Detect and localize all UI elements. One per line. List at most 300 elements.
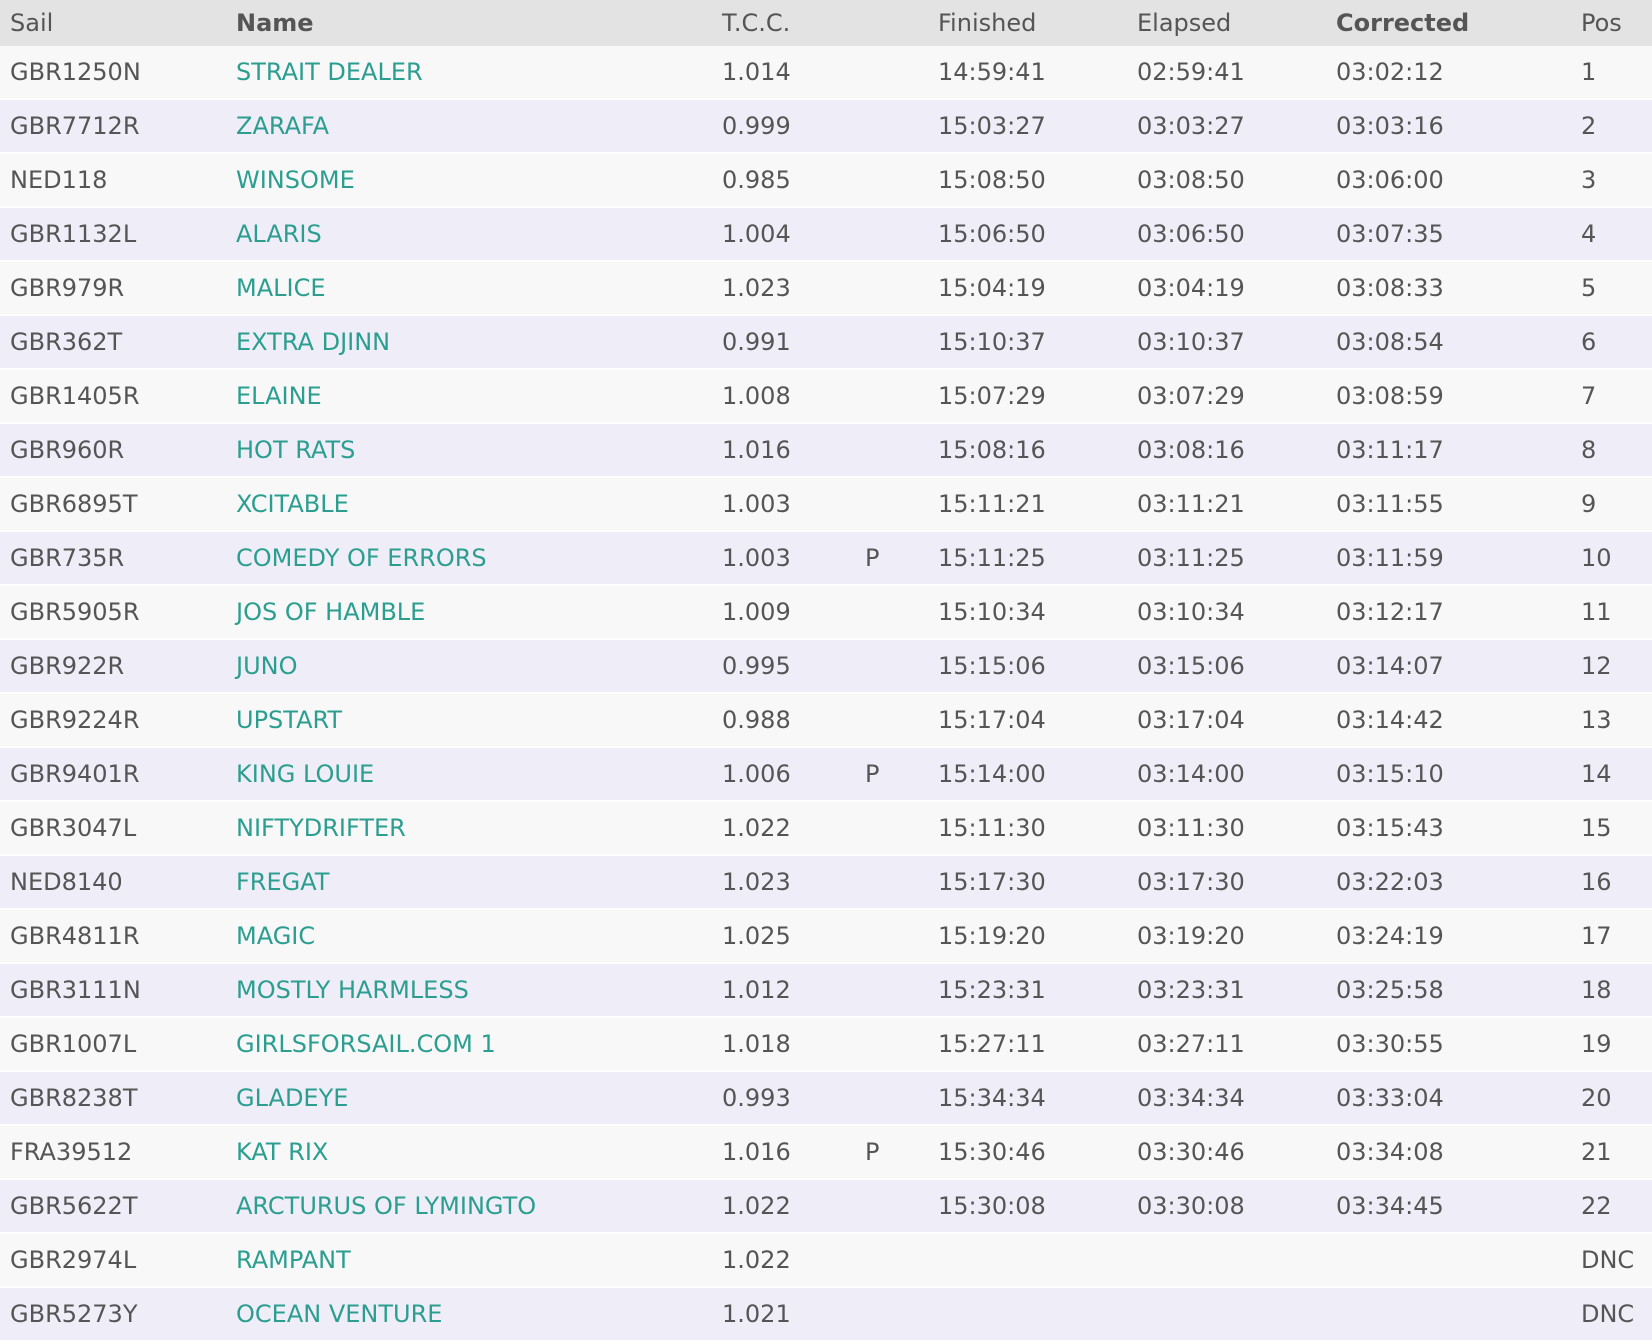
finish-time-cell — [928, 801, 1127, 855]
corrected-time: 03:15:43 — [1336, 814, 1444, 842]
corrected-time: 03:14:07 — [1336, 652, 1444, 680]
tcc-rating: 1.023 — [722, 868, 791, 896]
elapsed-time: 03:11:25 — [1137, 544, 1245, 572]
tcc-rating: 1.006 — [722, 760, 791, 788]
tcc-rating: 1.022 — [722, 1192, 791, 1220]
tcc-rating-cell — [712, 99, 855, 153]
tcc-rating: 1.003 — [722, 544, 791, 572]
sail-number: GBR5905R — [10, 598, 140, 626]
position-cell — [1571, 1179, 1652, 1233]
position: 18 — [1581, 976, 1612, 1004]
sail-number: GBR979R — [10, 274, 125, 302]
boat-name-link[interactable]: KING LOUIE — [236, 760, 375, 788]
elapsed-time: 03:08:50 — [1137, 166, 1245, 194]
boat-name-link[interactable]: FREGAT — [236, 868, 330, 896]
tcc-rating-cell — [712, 315, 855, 369]
boat-name-link-cell — [226, 1179, 712, 1233]
corrected-time: 03:07:35 — [1336, 220, 1444, 248]
corrected-time: 03:34:08 — [1336, 1138, 1444, 1166]
finish-time-cell — [928, 585, 1127, 639]
tcc-rating: 0.985 — [722, 166, 791, 194]
boat-name-link[interactable]: UPSTART — [236, 706, 343, 734]
penalty-flag-cell — [855, 153, 928, 207]
position-cell — [1571, 1071, 1652, 1125]
tcc-rating: 0.999 — [722, 112, 791, 140]
column-header-pos[interactable]: Pos — [1581, 9, 1622, 37]
corrected-time-cell — [1326, 423, 1571, 477]
elapsed-time: 03:03:27 — [1137, 112, 1245, 140]
boat-name-link-cell — [226, 207, 712, 261]
penalty-flag-cell — [855, 855, 928, 909]
position: 21 — [1581, 1138, 1612, 1166]
table-row — [0, 261, 1652, 315]
sail-number-cell — [0, 909, 226, 963]
sail-number-cell — [0, 747, 226, 801]
boat-name-link-cell — [226, 1071, 712, 1125]
corrected-time-cell — [1326, 801, 1571, 855]
position-cell — [1571, 1125, 1652, 1179]
elapsed-time-cell — [1127, 207, 1326, 261]
sail-number: GBR1405R — [10, 382, 140, 410]
position-cell — [1571, 639, 1652, 693]
corrected-time: 03:14:42 — [1336, 706, 1444, 734]
table-row — [0, 153, 1652, 207]
penalty-flag-cell — [855, 477, 928, 531]
sail-number-cell — [0, 693, 226, 747]
table-row — [0, 585, 1652, 639]
column-header-tcc[interactable]: T.C.C. — [722, 9, 791, 37]
elapsed-time-cell — [1127, 1071, 1326, 1125]
elapsed-time-cell — [1127, 747, 1326, 801]
tcc-rating-cell — [712, 801, 855, 855]
tcc-rating-cell — [712, 423, 855, 477]
tcc-rating-cell — [712, 153, 855, 207]
corrected-time-cell — [1326, 315, 1571, 369]
corrected-time-cell — [1326, 369, 1571, 423]
position-cell — [1571, 99, 1652, 153]
position-cell — [1571, 1233, 1652, 1287]
finish-time-cell — [928, 909, 1127, 963]
table-row — [0, 1233, 1652, 1287]
penalty-flag: P — [865, 1138, 880, 1166]
position: 22 — [1581, 1192, 1612, 1220]
position-cell — [1571, 477, 1652, 531]
tcc-rating: 0.988 — [722, 706, 791, 734]
sail-number-cell — [0, 639, 226, 693]
sail-number-cell — [0, 207, 226, 261]
sail-number: GBR3047L — [10, 814, 137, 842]
position: 11 — [1581, 598, 1612, 626]
sail-number-cell — [0, 1233, 226, 1287]
position-cell — [1571, 423, 1652, 477]
corrected-time-cell — [1326, 1071, 1571, 1125]
tcc-rating: 1.016 — [722, 1138, 791, 1166]
penalty-flag-cell — [855, 693, 928, 747]
position-cell — [1571, 801, 1652, 855]
results-table-body — [0, 46, 1652, 1341]
boat-name-link-cell — [226, 801, 712, 855]
sail-number: GBR4811R — [10, 922, 140, 950]
column-header-flag — [855, 0, 928, 46]
corrected-time: 03:08:33 — [1336, 274, 1444, 302]
table-row — [0, 1071, 1652, 1125]
finish-time: 15:08:50 — [938, 166, 1046, 194]
table-row — [0, 747, 1652, 801]
tcc-rating: 1.021 — [722, 1300, 791, 1328]
finish-time-cell — [928, 963, 1127, 1017]
tcc-rating-cell — [712, 531, 855, 585]
position: 2 — [1581, 112, 1597, 140]
boat-name-link[interactable]: NIFTYDRIFTER — [236, 814, 406, 842]
boat-name-link[interactable]: ZARAFA — [236, 112, 329, 140]
finish-time-cell — [928, 1233, 1127, 1287]
corrected-time: 03:03:16 — [1336, 112, 1444, 140]
position: 5 — [1581, 274, 1597, 302]
tcc-rating: 1.003 — [722, 490, 791, 518]
corrected-time-cell — [1326, 46, 1571, 99]
corrected-time: 03:11:55 — [1336, 490, 1444, 518]
corrected-time: 03:34:45 — [1336, 1192, 1444, 1220]
table-row — [0, 369, 1652, 423]
tcc-rating: 1.014 — [722, 58, 791, 86]
position: 19 — [1581, 1030, 1612, 1058]
position: 10 — [1581, 544, 1612, 572]
penalty-flag-cell — [855, 46, 928, 99]
elapsed-time-cell — [1127, 1125, 1326, 1179]
sail-number: GBR1132L — [10, 220, 137, 248]
sail-number-cell — [0, 46, 226, 99]
finish-time: 14:59:41 — [938, 58, 1046, 86]
sail-number: GBR1250N — [10, 58, 141, 86]
boat-name-link[interactable]: ALARIS — [236, 220, 322, 248]
sail-number: NED118 — [10, 166, 108, 194]
sail-number: GBR735R — [10, 544, 125, 572]
corrected-time: 03:08:54 — [1336, 328, 1444, 356]
boat-name-link-cell — [226, 1287, 712, 1341]
column-header-finished[interactable]: Finished — [938, 9, 1037, 37]
elapsed-time: 03:15:06 — [1137, 652, 1245, 680]
position-cell — [1571, 261, 1652, 315]
boat-name-link-cell — [226, 1125, 712, 1179]
elapsed-time-cell — [1127, 423, 1326, 477]
position-cell — [1571, 315, 1652, 369]
corrected-time-cell — [1326, 477, 1571, 531]
position: 3 — [1581, 166, 1597, 194]
corrected-time-cell — [1326, 261, 1571, 315]
boat-name-link[interactable]: JOS OF HAMBLE — [236, 598, 426, 626]
sail-number: GBR362T — [10, 328, 123, 356]
position-cell — [1571, 531, 1652, 585]
boat-name-link[interactable]: MOSTLY HARMLESS — [236, 976, 469, 1004]
boat-name-link-cell — [226, 909, 712, 963]
boat-name-link-cell — [226, 585, 712, 639]
sail-number-cell — [0, 99, 226, 153]
table-row — [0, 801, 1652, 855]
finish-time: 15:27:11 — [938, 1030, 1046, 1058]
elapsed-time-cell — [1127, 801, 1326, 855]
tcc-rating-cell — [712, 855, 855, 909]
elapsed-time-cell — [1127, 1017, 1326, 1071]
penalty-flag-cell — [855, 1179, 928, 1233]
finish-time: 15:23:31 — [938, 976, 1046, 1004]
elapsed-time-cell — [1127, 369, 1326, 423]
boat-name-link[interactable]: HOT RATS — [236, 436, 356, 464]
boat-name-link[interactable]: EXTRA DJINN — [236, 328, 391, 356]
finish-time-cell — [928, 1179, 1127, 1233]
boat-name-link[interactable]: RAMPANT — [236, 1246, 351, 1274]
finish-time-cell — [928, 747, 1127, 801]
elapsed-time-cell — [1127, 693, 1326, 747]
corrected-time: 03:33:04 — [1336, 1084, 1444, 1112]
boat-name-link[interactable]: ARCTURUS OF LYMINGTO — [236, 1192, 537, 1220]
corrected-time: 03:25:58 — [1336, 976, 1444, 1004]
finish-time: 15:11:25 — [938, 544, 1046, 572]
finish-time-cell — [928, 1017, 1127, 1071]
corrected-time-cell — [1326, 693, 1571, 747]
elapsed-time: 03:34:34 — [1137, 1084, 1245, 1112]
position: 1 — [1581, 58, 1597, 86]
table-row — [0, 46, 1652, 99]
boat-name-link[interactable]: GIRLSFORSAIL.COM 1 — [236, 1030, 496, 1058]
elapsed-time: 03:30:08 — [1137, 1192, 1245, 1220]
finish-time: 15:17:04 — [938, 706, 1046, 734]
table-row — [0, 423, 1652, 477]
corrected-time-cell — [1326, 747, 1571, 801]
boat-name-link-cell — [226, 315, 712, 369]
sail-number-cell — [0, 1287, 226, 1341]
penalty-flag-cell — [855, 963, 928, 1017]
finish-time-cell — [928, 423, 1127, 477]
elapsed-time: 03:10:34 — [1137, 598, 1245, 626]
elapsed-time: 03:30:46 — [1137, 1138, 1245, 1166]
table-row — [0, 207, 1652, 261]
table-row — [0, 99, 1652, 153]
finish-time: 15:34:34 — [938, 1084, 1046, 1112]
penalty-flag-cell — [855, 801, 928, 855]
tcc-rating: 1.008 — [722, 382, 791, 410]
column-header-corrected[interactable]: Corrected — [1336, 9, 1470, 37]
tcc-rating: 0.991 — [722, 328, 791, 356]
elapsed-time-cell — [1127, 1287, 1326, 1341]
tcc-rating-cell — [712, 261, 855, 315]
finish-time: 15:30:46 — [938, 1138, 1046, 1166]
finish-time-cell — [928, 531, 1127, 585]
tcc-rating: 1.016 — [722, 436, 791, 464]
tcc-rating: 0.995 — [722, 652, 791, 680]
sail-number-cell — [0, 1017, 226, 1071]
finish-time: 15:17:30 — [938, 868, 1046, 896]
position-cell — [1571, 963, 1652, 1017]
sail-number-cell — [0, 369, 226, 423]
corrected-time: 03:15:10 — [1336, 760, 1444, 788]
finish-time: 15:30:08 — [938, 1192, 1046, 1220]
tcc-rating-cell — [712, 1233, 855, 1287]
sail-number-cell — [0, 585, 226, 639]
penalty-flag-cell — [855, 1125, 928, 1179]
penalty-flag-cell — [855, 369, 928, 423]
finish-time: 15:11:30 — [938, 814, 1046, 842]
sail-number-cell — [0, 423, 226, 477]
finish-time-cell — [928, 207, 1127, 261]
elapsed-time: 03:10:37 — [1137, 328, 1245, 356]
penalty-flag-cell — [855, 1233, 928, 1287]
position: 7 — [1581, 382, 1597, 410]
corrected-time-cell — [1326, 1125, 1571, 1179]
position: 15 — [1581, 814, 1612, 842]
table-row — [0, 909, 1652, 963]
boat-name-link[interactable]: ELAINE — [236, 382, 322, 410]
sail-number: GBR3111N — [10, 976, 141, 1004]
boat-name-link[interactable]: WINSOME — [236, 166, 355, 194]
sail-number-cell — [0, 261, 226, 315]
sail-number-cell — [0, 1125, 226, 1179]
corrected-time-cell — [1326, 585, 1571, 639]
finish-time-cell — [928, 46, 1127, 99]
elapsed-time-cell — [1127, 855, 1326, 909]
penalty-flag-cell — [855, 423, 928, 477]
finish-time-cell — [928, 855, 1127, 909]
column-header-elapsed[interactable]: Elapsed — [1137, 9, 1232, 37]
sail-number: FRA39512 — [10, 1138, 133, 1166]
sail-number: GBR9224R — [10, 706, 140, 734]
penalty-flag-cell — [855, 639, 928, 693]
elapsed-time: 03:23:31 — [1137, 976, 1245, 1004]
boat-name-link[interactable]: OCEAN VENTURE — [236, 1300, 443, 1328]
position: 4 — [1581, 220, 1597, 248]
elapsed-time-cell — [1127, 1179, 1326, 1233]
tcc-rating-cell — [712, 369, 855, 423]
boat-name-link-cell — [226, 153, 712, 207]
sail-number-cell — [0, 801, 226, 855]
tcc-rating: 1.022 — [722, 1246, 791, 1274]
position-cell — [1571, 1017, 1652, 1071]
corrected-time: 03:08:59 — [1336, 382, 1444, 410]
sail-number-cell — [0, 153, 226, 207]
boat-name-link[interactable]: KAT RIX — [236, 1138, 329, 1166]
boat-name-link-cell — [226, 477, 712, 531]
position: 8 — [1581, 436, 1597, 464]
penalty-flag: P — [865, 544, 880, 572]
penalty-flag-cell — [855, 585, 928, 639]
position: 13 — [1581, 706, 1612, 734]
sail-number: GBR960R — [10, 436, 125, 464]
tcc-rating-cell — [712, 1287, 855, 1341]
position: DNC — [1581, 1300, 1635, 1328]
position: 6 — [1581, 328, 1597, 356]
boat-name-link[interactable]: JUNO — [236, 652, 298, 680]
finish-time: 15:11:21 — [938, 490, 1046, 518]
elapsed-time-cell — [1127, 46, 1326, 99]
penalty-flag-cell — [855, 747, 928, 801]
finish-time: 15:08:16 — [938, 436, 1046, 464]
finish-time-cell — [928, 153, 1127, 207]
boat-name-link-cell — [226, 963, 712, 1017]
boat-name-link-cell — [226, 855, 712, 909]
sail-number: GBR5622T — [10, 1192, 138, 1220]
boat-name-link-cell — [226, 46, 712, 99]
position-cell — [1571, 207, 1652, 261]
sail-number: GBR6895T — [10, 490, 138, 518]
finish-time: 15:14:00 — [938, 760, 1046, 788]
finish-time-cell — [928, 99, 1127, 153]
finish-time: 15:06:50 — [938, 220, 1046, 248]
boat-name-link[interactable]: MAGIC — [236, 922, 316, 950]
finish-time-cell — [928, 315, 1127, 369]
table-row — [0, 963, 1652, 1017]
elapsed-time-cell — [1127, 585, 1326, 639]
boat-name-link[interactable]: STRAIT DEALER — [236, 58, 423, 86]
elapsed-time-cell — [1127, 477, 1326, 531]
elapsed-time-cell — [1127, 153, 1326, 207]
boat-name-link-cell — [226, 639, 712, 693]
corrected-time: 03:22:03 — [1336, 868, 1444, 896]
finish-time-cell — [928, 1287, 1127, 1341]
boat-name-link-cell — [226, 531, 712, 585]
tcc-rating-cell — [712, 747, 855, 801]
table-row — [0, 531, 1652, 585]
position-cell — [1571, 369, 1652, 423]
boat-name-link-cell — [226, 369, 712, 423]
corrected-time: 03:12:17 — [1336, 598, 1444, 626]
corrected-time-cell — [1326, 1287, 1571, 1341]
position: 16 — [1581, 868, 1612, 896]
corrected-time-cell — [1326, 531, 1571, 585]
corrected-time-cell — [1326, 1017, 1571, 1071]
penalty-flag-cell — [855, 99, 928, 153]
position-cell — [1571, 585, 1652, 639]
sail-number-cell — [0, 1179, 226, 1233]
elapsed-time: 03:17:30 — [1137, 868, 1245, 896]
position-cell — [1571, 855, 1652, 909]
sail-number: GBR5273Y — [10, 1300, 138, 1328]
tcc-rating: 1.009 — [722, 598, 791, 626]
corrected-time: 03:02:12 — [1336, 58, 1444, 86]
penalty-flag-cell — [855, 909, 928, 963]
column-header-sail[interactable]: Sail — [10, 9, 54, 37]
sail-number: GBR2974L — [10, 1246, 137, 1274]
penalty-flag: P — [865, 760, 880, 788]
tcc-rating: 1.012 — [722, 976, 791, 1004]
finish-time-cell — [928, 477, 1127, 531]
corrected-time: 03:11:17 — [1336, 436, 1444, 464]
tcc-rating: 1.023 — [722, 274, 791, 302]
column-header-name[interactable]: Name — [236, 9, 314, 37]
elapsed-time: 03:06:50 — [1137, 220, 1245, 248]
tcc-rating: 1.018 — [722, 1030, 791, 1058]
corrected-time-cell — [1326, 1179, 1571, 1233]
position-cell — [1571, 1287, 1652, 1341]
finish-time: 15:10:37 — [938, 328, 1046, 356]
sail-number-cell — [0, 531, 226, 585]
tcc-rating-cell — [712, 1071, 855, 1125]
sail-number: GBR1007L — [10, 1030, 137, 1058]
boat-name-link-cell — [226, 747, 712, 801]
boat-name-link[interactable]: COMEDY OF ERRORS — [236, 544, 487, 572]
elapsed-time-cell — [1127, 909, 1326, 963]
corrected-time: 03:11:59 — [1336, 544, 1444, 572]
sail-number: NED8140 — [10, 868, 123, 896]
penalty-flag-cell — [855, 315, 928, 369]
elapsed-time: 03:08:16 — [1137, 436, 1245, 464]
boat-name-link[interactable]: GLADEYE — [236, 1084, 349, 1112]
boat-name-link[interactable]: MALICE — [236, 274, 326, 302]
tcc-rating-cell — [712, 477, 855, 531]
boat-name-link-cell — [226, 693, 712, 747]
tcc-rating-cell — [712, 639, 855, 693]
boat-name-link[interactable]: XCITABLE — [236, 490, 349, 518]
sail-number-cell — [0, 315, 226, 369]
position-cell — [1571, 909, 1652, 963]
